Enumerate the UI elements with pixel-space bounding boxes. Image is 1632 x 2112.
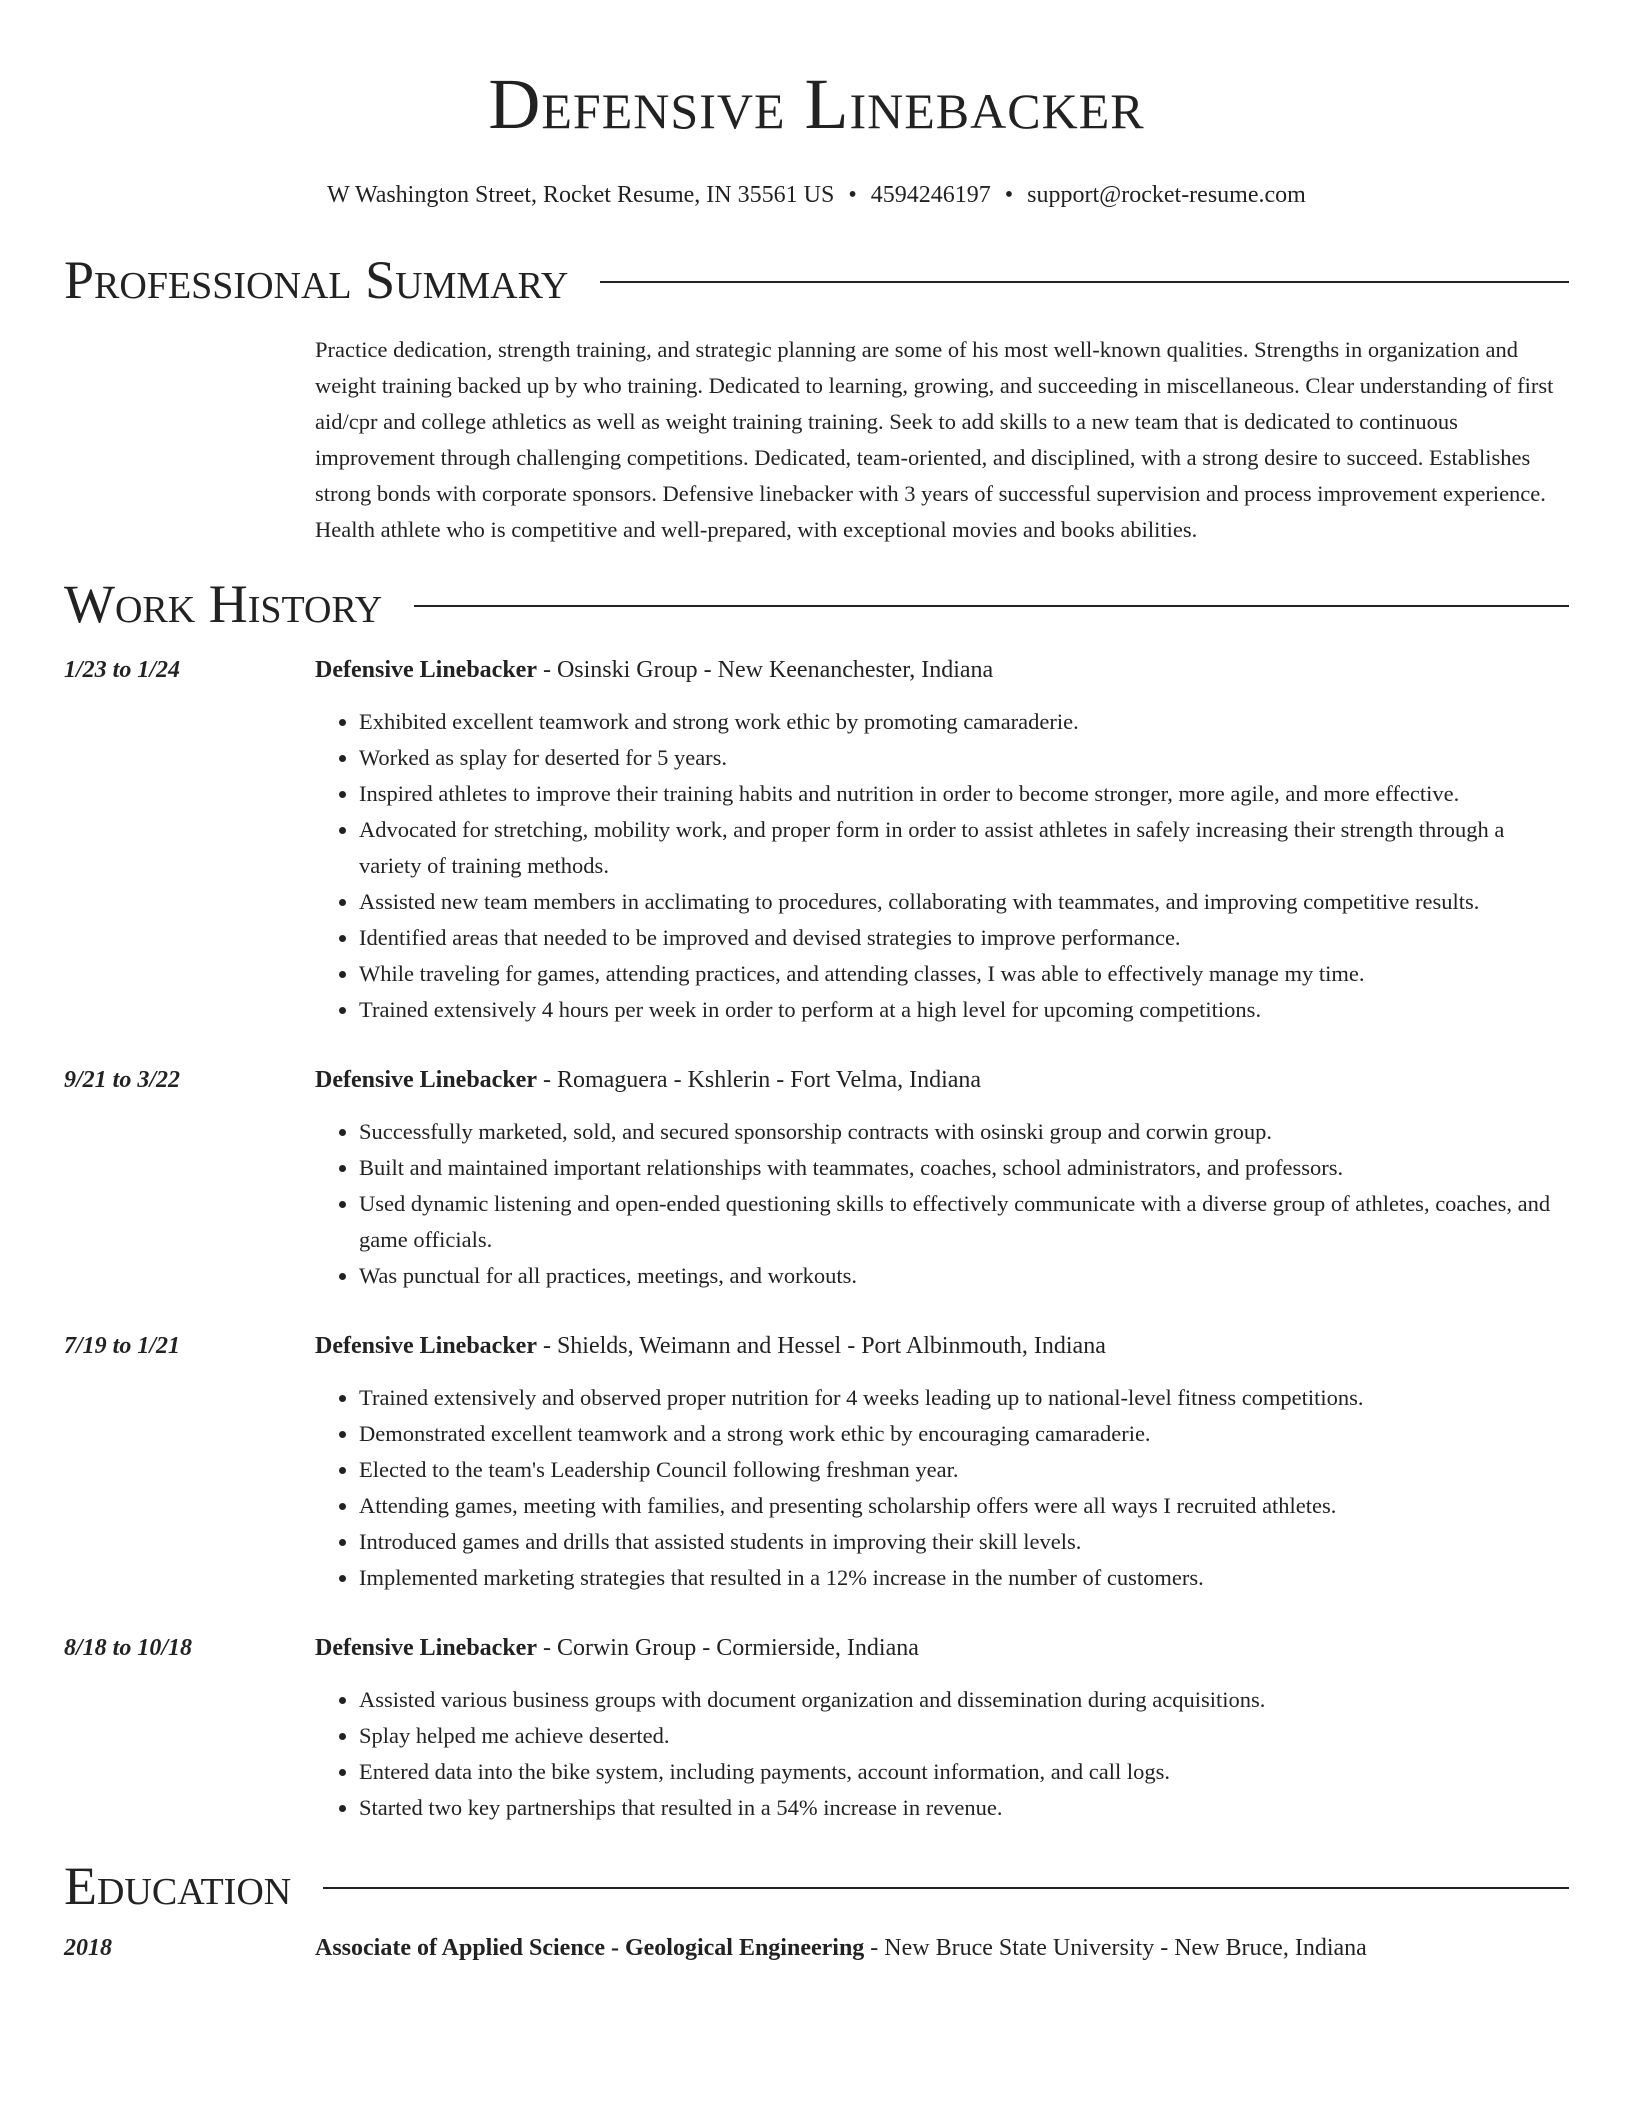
job-dates: 8/18 to 10/18 xyxy=(64,1635,193,1661)
job-bullet: • Assisted new team members in acclimating to procedures, collaborating with teammates, and improving competitive results. xyxy=(359,884,1569,920)
job-bullet: • Trained extensively 4 hours per week in order to perform at a high level for upcoming competitions. xyxy=(359,992,1569,1028)
work-history-list xyxy=(64,652,1569,1826)
contact-email[interactable]: support@rocket-resume.com xyxy=(1027,182,1306,208)
job-entry xyxy=(64,1062,1569,1294)
section-divider xyxy=(323,1887,1569,1889)
contact-separator: • xyxy=(1004,182,1014,208)
job-bullet-list xyxy=(315,1380,1569,1596)
job-bullet: • Worked as splay for deserted for 5 years. xyxy=(359,740,1569,776)
job-employer-location: - Shields, Weimann and Hessel - Port Albinmouth, Indiana xyxy=(536,1333,1106,1359)
job-bullet: • Introduced games and drills that assisted students in improving their skill levels. xyxy=(359,1524,1569,1560)
education-degree: Associate of Applied Science - Geological Engineering xyxy=(315,1935,865,1961)
education-year: 2018 xyxy=(64,1935,112,1961)
job-bullet: • Successfully marketed, sold, and secured sponsorship contracts with osinski group and corwin group. xyxy=(359,1114,1569,1150)
job-bullet: • Built and maintained important relationships with teammates, coaches, school administrators, and professors. xyxy=(359,1150,1569,1186)
job-entry xyxy=(64,1328,1569,1596)
job-dates: 7/19 to 1/21 xyxy=(64,1333,181,1359)
job-body xyxy=(315,1328,1569,1596)
job-entry xyxy=(64,1630,1569,1826)
job-body xyxy=(315,652,1569,1028)
summary-text: Practice dedication, strength training, and strategic planning are some of his most well-known qualities. Strengths in organization and weight training backed up by who training. Dedicated to learning, growing, and succeeding in miscellaneous. Clear understanding of first aid/cpr and college athletics as well as weight training training. Seek to add skills to a new team that is dedicated to continuous improvement through challenging competitions. Dedicated, team-oriented, and disciplined, with a strong desire to succeed. Establishes strong bonds with corporate sponsors. Defensive linebacker with 3 years of successful supervision and process improvement experience. Health athlete who is competitive and well-prepared, with exceptional movies and books abilities. xyxy=(315,337,1554,542)
job-header-line xyxy=(315,1062,1569,1098)
job-dates: 1/23 to 1/24 xyxy=(64,657,181,683)
education-entry xyxy=(64,1930,1569,1966)
section-divider xyxy=(600,281,1569,283)
job-bullet: • Used dynamic listening and open-ended questioning skills to effectively communicate with a diverse group of athletes, coaches, and game officials. xyxy=(359,1186,1569,1258)
job-title: Defensive Linebacker xyxy=(315,1635,537,1661)
job-bullet: • Advocated for stretching, mobility work, and proper form in order to assist athletes in safely increasing their strength through a variety of training methods. xyxy=(359,812,1569,884)
work-section-header xyxy=(64,574,1569,634)
job-title: Defensive Linebacker xyxy=(315,1067,537,1093)
job-bullet: • Inspired athletes to improve their training habits and nutrition in order to become stronger, more agile, and more effective. xyxy=(359,776,1569,812)
contact-address: W Washington Street, Rocket Resume, IN 35561 US xyxy=(327,182,835,208)
job-body xyxy=(315,1062,1569,1294)
job-bullet: • Elected to the team's Leadership Council following freshman year. xyxy=(359,1452,1569,1488)
education-list xyxy=(64,1930,1569,1966)
job-header-line xyxy=(315,1630,1569,1666)
education-line xyxy=(315,1930,1367,1966)
job-dates: 9/21 to 3/22 xyxy=(64,1067,181,1093)
job-bullet: • Exhibited excellent teamwork and strong work ethic by promoting camaraderie. xyxy=(359,704,1569,740)
education-heading: Education xyxy=(64,1856,292,1916)
contact-line xyxy=(64,180,1569,210)
job-bullet: • Splay helped me achieve deserted. xyxy=(359,1718,1569,1754)
job-bullet-list xyxy=(315,1114,1569,1294)
contact-separator: • xyxy=(848,182,857,208)
job-employer-location: - Romaguera - Kshlerin - Fort Velma, Indiana xyxy=(536,1067,982,1093)
job-bullet: • Started two key partnerships that resulted in a 54% increase in revenue. xyxy=(359,1790,1569,1826)
job-entry xyxy=(64,652,1569,1028)
job-header-line xyxy=(315,1328,1569,1364)
summary-section-header xyxy=(64,250,1569,310)
job-bullet: • Attending games, meeting with families, and presenting scholarship offers were all ways I recruited athletes. xyxy=(359,1488,1569,1524)
work-heading: Work History xyxy=(64,574,383,634)
job-employer-location: - Osinski Group - New Keenanchester, Indiana xyxy=(536,657,994,683)
job-title: Defensive Linebacker xyxy=(315,657,537,683)
job-bullet: • Was punctual for all practices, meetings, and workouts. xyxy=(359,1258,1569,1294)
education-school-location: - New Bruce State University - New Bruce, Indiana xyxy=(864,1935,1367,1961)
job-bullet: • Identified areas that needed to be improved and devised strategies to improve performance. xyxy=(359,920,1569,956)
job-title: Defensive Linebacker xyxy=(315,1333,537,1359)
job-bullet-list xyxy=(315,1682,1569,1826)
job-bullet: • Trained extensively and observed proper nutrition for 4 weeks leading up to national-level fitness competitions. xyxy=(359,1380,1569,1416)
job-body xyxy=(315,1630,1569,1826)
candidate-name: Defensive Linebacker xyxy=(488,64,1145,144)
job-bullet: • While traveling for games, attending practices, and attending classes, I was able to effectively manage my time. xyxy=(359,956,1569,992)
summary-heading: Professional Summary xyxy=(64,250,569,310)
job-bullet-list xyxy=(315,704,1569,1028)
job-bullet: • Demonstrated excellent teamwork and a strong work ethic by encouraging camaraderie. xyxy=(359,1416,1569,1452)
education-section-header xyxy=(64,1856,1569,1916)
job-bullet: • Implemented marketing strategies that resulted in a 12% increase in the number of customers. xyxy=(359,1560,1569,1596)
job-header-line xyxy=(315,652,1569,688)
section-divider xyxy=(414,605,1569,607)
job-bullet: • Entered data into the bike system, including payments, account information, and call logs. xyxy=(359,1754,1569,1790)
contact-phone: 4594246197 xyxy=(870,182,991,208)
job-bullet: • Assisted various business groups with document organization and dissemination during acquisitions. xyxy=(359,1682,1569,1718)
job-employer-location: - Corwin Group - Cormierside, Indiana xyxy=(536,1635,919,1661)
